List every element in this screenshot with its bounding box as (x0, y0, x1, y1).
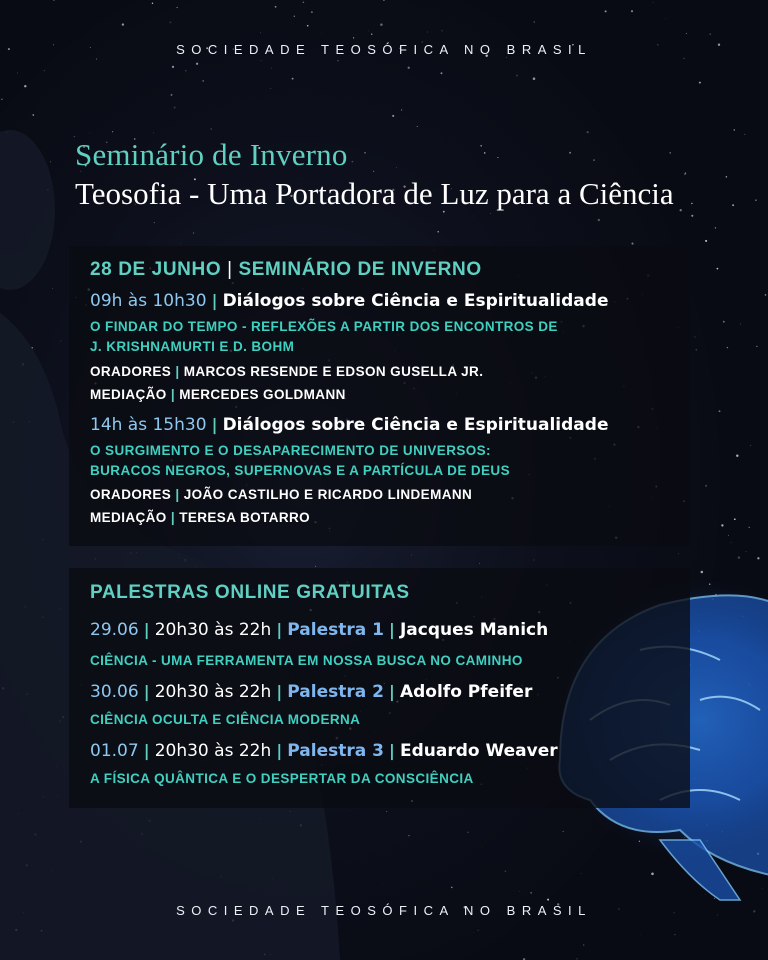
talk-2-row: 30.06 | 20h30 às 22h | Palestra 2 | Adolfo Pfeifer (90, 682, 533, 702)
session-2-title: Diálogos sobre Ciência e Espiritualidade (222, 415, 609, 435)
star (715, 227, 716, 228)
talk-3-time: 20h30 às 22h (154, 741, 272, 761)
star (307, 25, 309, 27)
star (686, 33, 687, 34)
star (727, 347, 728, 348)
talk-2-time: 20h30 às 22h (154, 682, 272, 702)
star (714, 898, 715, 899)
star (651, 873, 654, 876)
talk-2-label: Palestra 2 (287, 682, 384, 702)
star (569, 152, 571, 154)
session-2-subtitle-line-2: BURACOS NEGROS, SUPERNOVAS E A PARTÍCULA DE DEUS (90, 463, 510, 478)
talk-2-speaker: Adolfo Pfeifer (399, 682, 533, 702)
star (451, 887, 453, 889)
moderation-name: MERCEDES GOLDMANN (179, 387, 346, 402)
star (547, 899, 549, 901)
speakers-names: JOÃO CASTILHO E RICARDO LINDEMANN (183, 487, 473, 502)
star (710, 33, 711, 34)
speakers-label: ORADORES (90, 487, 172, 502)
star (505, 871, 507, 873)
talk-2-date: 30.06 (90, 682, 139, 702)
star (685, 172, 686, 173)
star (24, 85, 26, 87)
star (437, 231, 439, 233)
star (756, 346, 757, 347)
star (534, 21, 535, 22)
star (480, 145, 482, 147)
star (202, 80, 204, 82)
star (684, 58, 685, 59)
star (270, 88, 271, 89)
star (292, 78, 294, 80)
star (755, 199, 757, 201)
star (311, 11, 313, 13)
moderation-label: MEDIAÇÃO (90, 387, 167, 402)
star (52, 288, 53, 289)
star (96, 59, 97, 60)
organization-header: SOCIEDADE TEOSÓFICA NO BRASIL (176, 42, 592, 57)
star (750, 445, 751, 446)
speakers-label: ORADORES (90, 364, 172, 379)
star (701, 571, 704, 574)
star (196, 63, 198, 65)
star (749, 527, 750, 528)
star (696, 349, 697, 350)
star (581, 873, 582, 874)
star (478, 930, 479, 931)
star (497, 157, 498, 158)
star (401, 109, 402, 110)
star (337, 60, 338, 61)
star (380, 23, 383, 26)
star (731, 542, 732, 543)
star (563, 831, 564, 832)
star (260, 32, 261, 33)
star (479, 563, 480, 564)
star (734, 518, 736, 520)
star (717, 268, 719, 270)
star (169, 21, 171, 23)
talk-1-date: 29.06 (90, 620, 139, 640)
star (112, 131, 113, 132)
star (315, 566, 316, 567)
star (705, 240, 707, 242)
star (193, 232, 194, 233)
star (728, 535, 729, 536)
star (723, 321, 725, 323)
talk-1-subtitle: CIÊNCIA - UMA FERRAMENTA EM NOSSA BUSCA NO CAMINHO (90, 653, 523, 668)
star (705, 485, 707, 487)
session-1-title: Diálogos sobre Ciência e Espiritualidade (222, 291, 609, 311)
star (765, 294, 767, 296)
star (738, 556, 740, 558)
moderation-label: MEDIAÇÃO (90, 510, 167, 525)
star (271, 68, 272, 69)
star (745, 134, 746, 135)
moderation-name: TERESA BOTARRO (179, 510, 311, 525)
star (484, 152, 486, 154)
star (353, 37, 354, 38)
star (17, 73, 18, 74)
star (408, 67, 410, 69)
session-2-moderation: MEDIAÇÃO | TERESA BOTARRO (90, 510, 311, 525)
star (303, 2, 305, 4)
star (674, 934, 675, 935)
talk-2-subtitle: CIÊNCIA OCULTA E CIÊNCIA MODERNA (90, 712, 361, 727)
star (576, 958, 577, 959)
star (691, 203, 692, 204)
star (506, 57, 507, 58)
star (153, 133, 154, 134)
star (694, 336, 695, 337)
star (172, 66, 174, 68)
talk-3-date: 01.07 (90, 741, 139, 761)
star (587, 131, 589, 133)
star (396, 167, 397, 168)
star (350, 810, 351, 811)
star (583, 944, 584, 945)
star (382, 883, 383, 884)
session-1-time: 09h às 10h30 (90, 291, 207, 311)
star (490, 213, 491, 214)
session-2-subtitle-line-1: O SURGIMENTO E O DESAPARECIMENTO DE UNIVERSOS: (90, 443, 491, 458)
session-1-moderation: MEDIAÇÃO | MERCEDES GOLDMANN (90, 387, 346, 402)
seminar-heading: 28 DE JUNHO | SEMINÁRIO DE INVERNO (90, 259, 482, 280)
star (261, 60, 262, 61)
star (417, 126, 418, 127)
star (726, 176, 727, 177)
star (519, 891, 520, 892)
star (699, 82, 701, 84)
star (176, 7, 177, 8)
talk-3-label: Palestra 3 (287, 741, 384, 761)
star (411, 555, 412, 556)
event-subtitle: Teosofia - Uma Portadora de Luz para a Ciência (75, 176, 674, 211)
star (653, 2, 654, 3)
star (533, 560, 534, 561)
star (373, 171, 374, 172)
star (631, 10, 633, 12)
star (669, 152, 670, 153)
star (386, 811, 387, 812)
star (427, 31, 428, 32)
star (174, 106, 176, 108)
star (352, 161, 354, 163)
session-1-subtitle-line-2: J. KRISHNAMURTI E D. BOHM (90, 339, 295, 354)
organization-footer: SOCIEDADE TEOSÓFICA NO BRASIL (176, 903, 592, 918)
star (275, 6, 277, 8)
star (408, 835, 409, 836)
talk-1-row: 29.06 | 20h30 às 22h | Palestra 1 | Jacques Manich (90, 620, 549, 640)
star (757, 557, 759, 559)
session-1-speakers: ORADORES | MARCOS RESENDE E EDSON GUSELLA JR. (90, 364, 484, 379)
talk-3-subtitle: A FÍSICA QUÂNTICA E O DESPERTAR DA CONSCIÊNCIA (90, 771, 474, 786)
star (530, 892, 531, 893)
star (719, 410, 721, 412)
star (441, 72, 443, 74)
star (740, 324, 741, 325)
star (732, 204, 734, 206)
star (736, 455, 738, 457)
speakers-names: MARCOS RESENDE E EDSON GUSELLA JR. (183, 364, 484, 379)
star (516, 75, 518, 77)
star (598, 219, 600, 221)
star (211, 129, 212, 130)
star (294, 16, 295, 17)
star (680, 209, 682, 211)
session-2-row: 14h às 15h30 | Diálogos sobre Ciência e Espiritualidade (90, 415, 609, 435)
star (593, 159, 595, 161)
star (60, 340, 61, 341)
star (154, 222, 155, 223)
star (441, 30, 443, 32)
star (468, 832, 469, 833)
star (44, 70, 45, 71)
star (364, 152, 366, 154)
star (721, 524, 723, 526)
online-heading: PALESTRAS ONLINE GRATUITAS (90, 582, 410, 603)
talk-1-time: 20h30 às 22h (154, 620, 272, 640)
star (368, 30, 369, 31)
star (185, 70, 186, 71)
star (678, 553, 679, 554)
talk-3-speaker: Eduardo Weaver (399, 741, 558, 761)
star (152, 2, 154, 4)
star (1, 99, 2, 100)
star (733, 129, 735, 131)
star (89, 133, 90, 134)
star (32, 114, 34, 116)
session-2-speakers: ORADORES | JOÃO CASTILHO E RICARDO LINDEMANN (90, 487, 473, 502)
star (371, 34, 372, 35)
star (171, 94, 173, 96)
session-1-subtitle-line-1: O FINDAR DO TEMPO - REFLEXÕES A PARTIR DOS ENCONTROS DE (90, 319, 558, 334)
session-1-row: 09h às 10h30 | Diálogos sobre Ciência e Espiritualidade (90, 291, 609, 311)
talk-3-row: 01.07 | 20h30 às 22h | Palestra 3 | Eduardo Weaver (90, 741, 558, 761)
star (631, 243, 633, 245)
star (34, 349, 35, 350)
session-2-time: 14h às 15h30 (90, 415, 207, 435)
star (122, 23, 124, 25)
star (746, 551, 747, 552)
talk-1-label: Palestra 1 (287, 620, 384, 640)
star (533, 77, 536, 80)
event-title: Seminário de Inverno (75, 137, 348, 172)
star (605, 10, 607, 12)
star (392, 115, 394, 117)
seminar-name: SEMINÁRIO DE INVERNO (238, 259, 482, 280)
star (50, 162, 51, 163)
star (691, 215, 693, 217)
talk-1-speaker: Jacques Manich (399, 620, 549, 640)
seminar-date: 28 DE JUNHO (90, 259, 222, 280)
